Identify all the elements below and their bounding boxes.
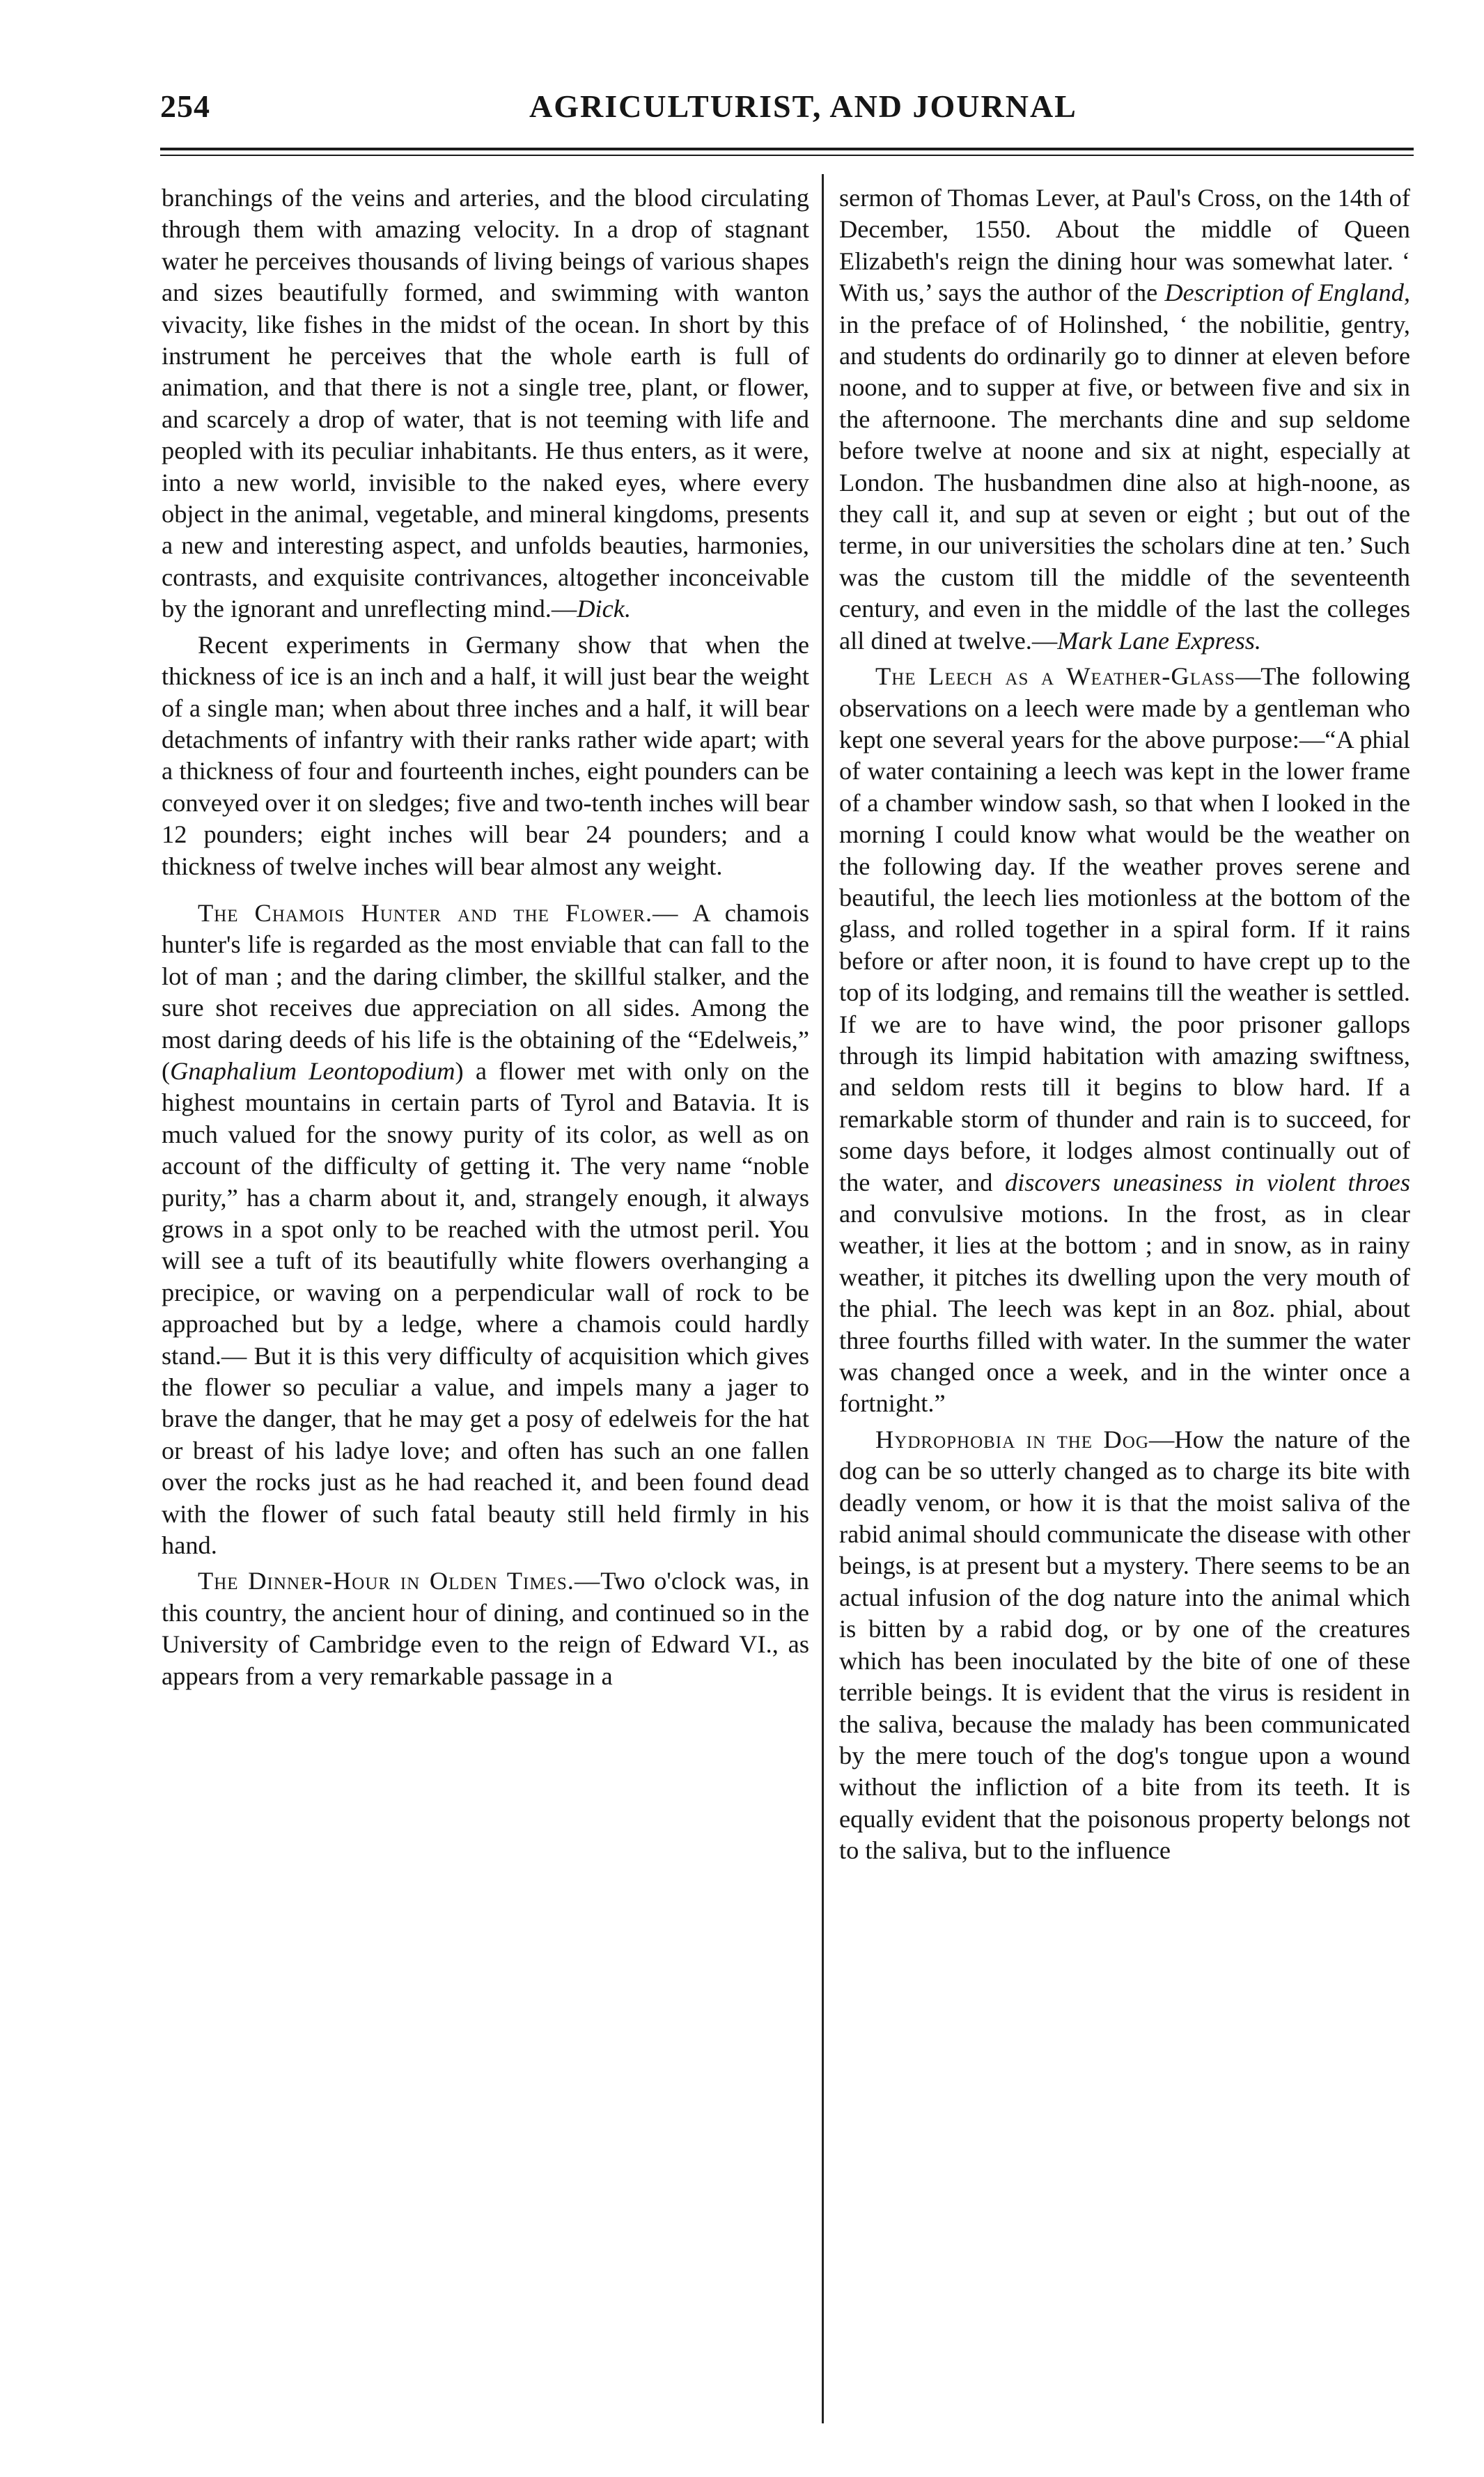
chamois-text-a: A chamois hunter's life is regarded as the most enviable that can fall to the lot of man ; and the daring climber, the skillful stalker, and the sure shot receives due appreciation on all sides. Among the most daring deeds of his life is the obtaining of the “Edelweis,” (	[162, 898, 809, 1085]
ice-thickness-paragraph: Recent experiments in Germany show that when the thickness of ice is an inch and a half, it will just bear the weight of a single man; when about three inches and a half, it will bear detachments of infantry with their ranks rather wide apart; with a thickness of four and fourteenth inches, eight pounders can be conveyed over it on sledges; five and two-tenth inches will bear 12 pounders; eight inches will bear 24 pounders; and a thickness of twelve inches will bear almost any weight.	[162, 630, 809, 880]
header-rule-thin	[160, 155, 1414, 156]
microscope-paragraph	[162, 182, 809, 625]
leech-heading: The Leech as a Weather-Glass	[875, 662, 1235, 691]
right-column	[839, 182, 1410, 2425]
leech-italic-phrase: discovers uneasiness in violent throes	[1004, 1168, 1410, 1196]
hydrophobia-heading: Hydrophobia in the Dog	[875, 1425, 1149, 1453]
leech-text-b: and convulsive motions. In the frost, as in clear weather, it lies at the bottom ; and in snow, as in rainy weather, it pitches its dwelling upon the very mouth of the phial. The leech was kept in an 8oz. phial, about three fourths filled with water. In the summer the water was changed once a week, and in the winter once a fortnight.”	[839, 1200, 1410, 1418]
page-number: 254	[160, 88, 210, 124]
leech-paragraph	[839, 661, 1410, 1420]
chamois-latin-name: Gnaphalium Leontopodium	[170, 1056, 455, 1085]
chamois-text-b: ) a flower met with only on the highest mountains in certain parts of Tyrol and Batavia. It is much valued for the snowy purity of its color, as well as on account of the difficulty of getting it. The very name “noble purity,” has a charm about it, and, strangely enough, it always grows in a spot only to be reached with the utmost peril. You will see a tuft of its beautifully white flowers overhanging a precipice, or waving on a perpendicular wall of rock to be approached but by a ledge, where a chamois could hardly stand.— But it is this very difficulty of acquisition which gives the flower so peculiar a value, and impels many a jager to brave the danger, that he may get a posy of edelweis for the hat or breast of his ladye love; and often has such an one fallen over the rocks just as he had reached it, and been found dead with the flower of such fatal beauty still held firmly in his hand.	[162, 1056, 809, 1560]
dinner-continued-text-b: in the preface of of Holinshed, ‘ the nobilitie, gentry, and students do ordinarily go to dinner at eleven before noone, and to supper at five, or between five and six in the afternoone. The merchants dine and sup seldome before twelve at noone and six at night, especially at London. The husbandmen dine also at high-noone, as they call it, and sup at seven or eight ; but out of the terme, in our universities the scholars dine at ten.’ Such was the custom till the middle of the seventeenth century, and even in the middle of the last the colleges all dined at twelve.—	[839, 310, 1410, 655]
microscope-source: Dick.	[577, 595, 632, 623]
dinner-source: Mark Lane Express.	[1057, 626, 1262, 655]
leech-text-a: —The following observations on a leech were made by a gentleman who kept one several years for the above purpose:—“A phial of water containing a leech was kept in the lower frame of a chamber window sash, so that when I looked in the morning I could know what would be the weather on the following day. If the weather proves serene and beautiful, the leech lies motionless at the bottom of the glass, and rolled together in a spiral form. If it rains before or after noon, it is found to have crept up to the top of its lodging, and remains till the weather is settled. If we are to have wind, the poor prisoner gallops through its limpid habitation with amazing swiftness, and seldom rests till it begins to blow hard. If a remarkable storm of thunder and rain is to succeed, for some days before, it lodges almost continually out of the water, and	[839, 662, 1410, 1196]
dinner-hour-text: Two o'clock was, in this country, the ancient hour of dining, and continued so in the University of Cambridge even to the reign of Edward VI., as appears from a very remarkable passage in a	[162, 1567, 809, 1690]
dinner-hour-continued-paragraph	[839, 182, 1410, 657]
chamois-hunter-heading: The Chamois Hunter and the Flower.—	[198, 898, 679, 927]
column-divider	[822, 174, 824, 2423]
running-title: AGRICULTURIST, AND JOURNAL	[529, 88, 1077, 124]
dinner-hour-heading: The Dinner-Hour in Olden Times.—	[198, 1567, 601, 1595]
chamois-hunter-paragraph	[162, 898, 809, 1562]
left-column	[162, 182, 809, 2425]
dinner-continued-text-a: sermon of Thomas Lever, at Paul's Cross, on the 14th of December, 1550. About the middle of Queen Elizabeth's reign the dining hour was somewhat later. ‘ With us,’ says the author of the	[839, 184, 1410, 307]
header-rule-thick	[160, 148, 1414, 150]
dinner-hour-paragraph	[162, 1565, 809, 1692]
hydrophobia-paragraph	[839, 1424, 1410, 1867]
dinner-book-title: Description of England,	[1164, 279, 1410, 307]
microscope-text: branchings of the veins and arteries, and the blood circulating through them with amazing velocity. In a drop of stagnant water he perceives thousands of living beings of various shapes and sizes beautifully formed, and swimming with wanton vivacity, like fishes in the midst of the ocean. In short by this instrument he perceives that the whole earth is full of animation, and that there is not a single tree, plant, or flower, and scarcely a drop of water, that is not teeming with life and peopled with its peculiar inhabitants. He thus enters, as it were, into a new world, invisible to the naked eyes, where every object in the animal, vegetable, and mineral kingdoms, presents a new and interesting aspect, and unfolds beauties, harmonies, contrasts, and exquisite contrivances, altogether inconceivable by the ignorant and unreflecting mind.—	[162, 184, 809, 623]
page-header	[160, 84, 1414, 132]
hydrophobia-text: —How the nature of the dog can be so utterly changed as to charge its bite with deadly venom, or how it is that the moist saliva of the rabid animal should communicate the disease with other beings, is at present but a mystery. There seems to be an actual infusion of the dog nature into the animal which is bitten by a rabid dog, or by one of the creatures which has been inoculated by the bite of one of these terrible beings. It is evident that the virus is resident in the saliva, because the malady has been communicated by the mere touch of the dog's tongue upon a wound without the infliction of a bite from its teeth. It is equally evident that the poisonous property belongs not to the saliva, but to the influence	[839, 1425, 1410, 1865]
